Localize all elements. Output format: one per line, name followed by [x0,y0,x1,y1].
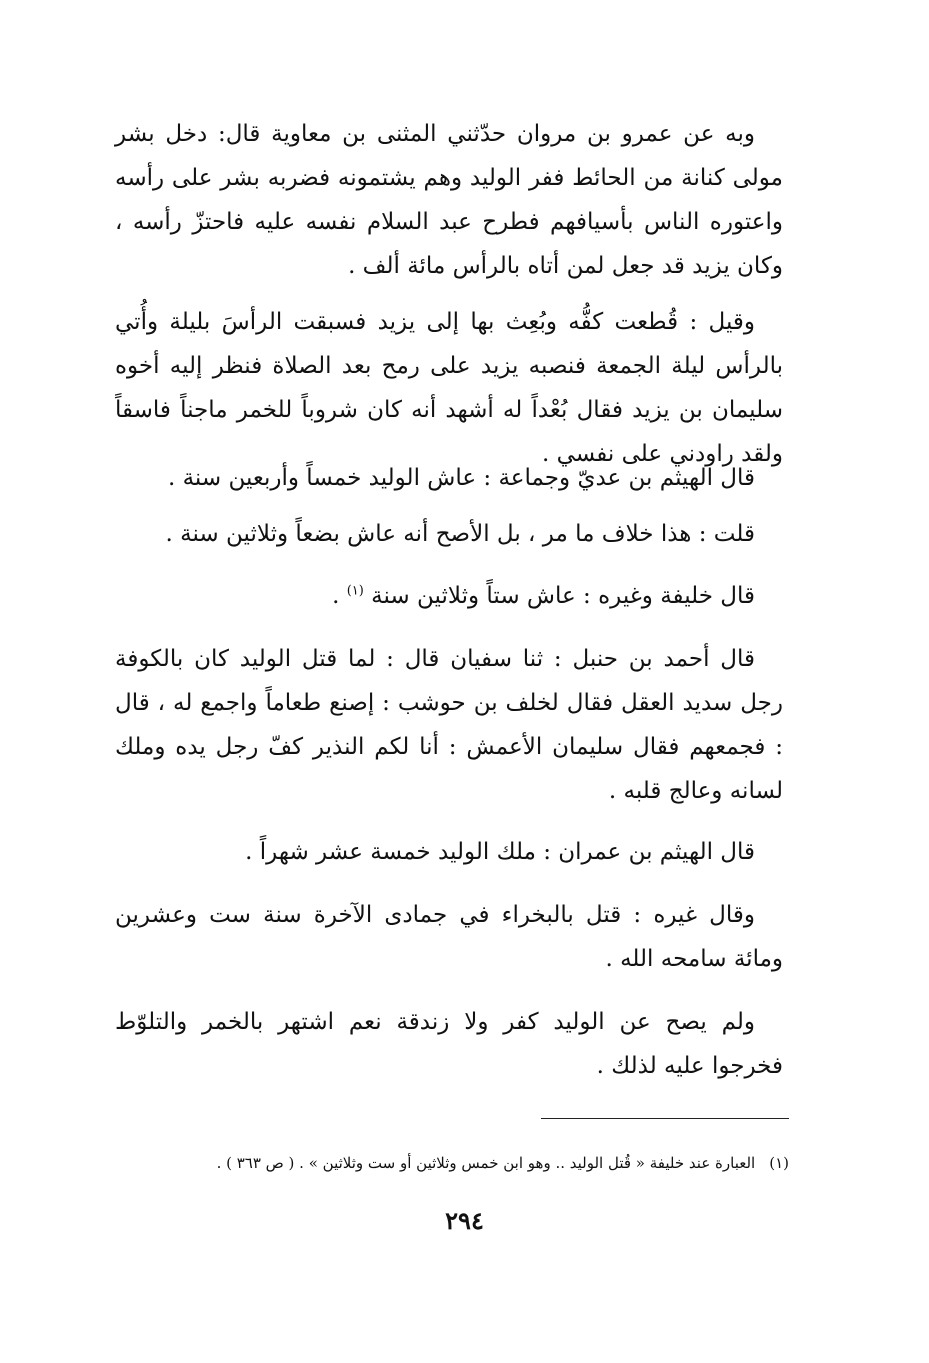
paragraph-8: وقال غيره : قتل بالبخراء في جمادى الآخرة سنة ست وعشرين ومائة سامحه الله . [115,902,783,972]
paragraph-7: قال الهيثم بن عمران : ملك الوليد خمسة عشر شهراً . [245,839,755,865]
footnote [109,1150,789,1176]
footnote-text: العبارة عند خليفة « قُتل الوليد .. وهو ابن خمس وثلاثين أو ست وثلاثين » . ( ص ٣٦٣ ) . [216,1154,756,1172]
paragraph-5-end: . [332,583,347,609]
page-number: ٢٩٤ [445,1206,484,1235]
paragraph-5 [115,574,783,618]
paragraph-4: قلت : هذا خلاف ما مر ، بل الأصح أنه عاش بضعاً وثلاثين سنة . [165,521,755,547]
paragraph-6: قال أحمد بن حنبل : ثنا سفيان قال : لما قتل الوليد كان بالكوفة رجل سديد العقل فقال لخلف بن حوشب : إصنع طعاماً واجمع له ، قال : فجمعهم فقال سليمان الأعمش : أنا لكم النذير كفّ رجل يده وملك لسانه وعالج قلبه . [115,646,783,804]
paragraph-2: وقيل : قُطعت كفُّه وبُعِث بها إلى يزيد فسبقت الرأسَ بليلة وأُتي بالرأس ليلة الجمعة فنصبه يزيد على رمح بعد الصلاة فنظر إليه أخوه سليمان بن يزيد فقال بُعْداً له أشهد أنه كان شروباً للخمر ماجناً فاسقاً ولقد راودني على نفسي . [115,309,783,467]
paragraph-5-text: قال خليفة وغيره : عاش ستاً وثلاثين سنة [371,583,755,609]
paragraph-1: وبه عن عمرو بن مروان حدّثني المثنى بن معاوية قال: دخل بشر مولى كنانة من الحائط ففر الوليد وهم يشتمونه فضربه بشر على رأسه واعتوره الناس بأسيافهم فطرح عبد السلام نفسه عليه فاحتزّ رأسه ، وكان يزيد قد جعل لمن أتاه بالرأس مائة ألف . [115,121,783,279]
footnote-separator [541,1118,789,1119]
paragraph-3: قال الهيثم بن عديّ وجماعة : عاش الوليد خمساً وأربعين سنة . [167,465,755,491]
footnote-marker: (١) [346,583,364,599]
paragraph-9: ولم يصح عن الوليد كفر ولا زندقة نعم اشتهر بالخمر والتلوّط فخرجوا عليه لذلك . [115,1009,783,1079]
footnote-number: (١) [769,1154,789,1172]
